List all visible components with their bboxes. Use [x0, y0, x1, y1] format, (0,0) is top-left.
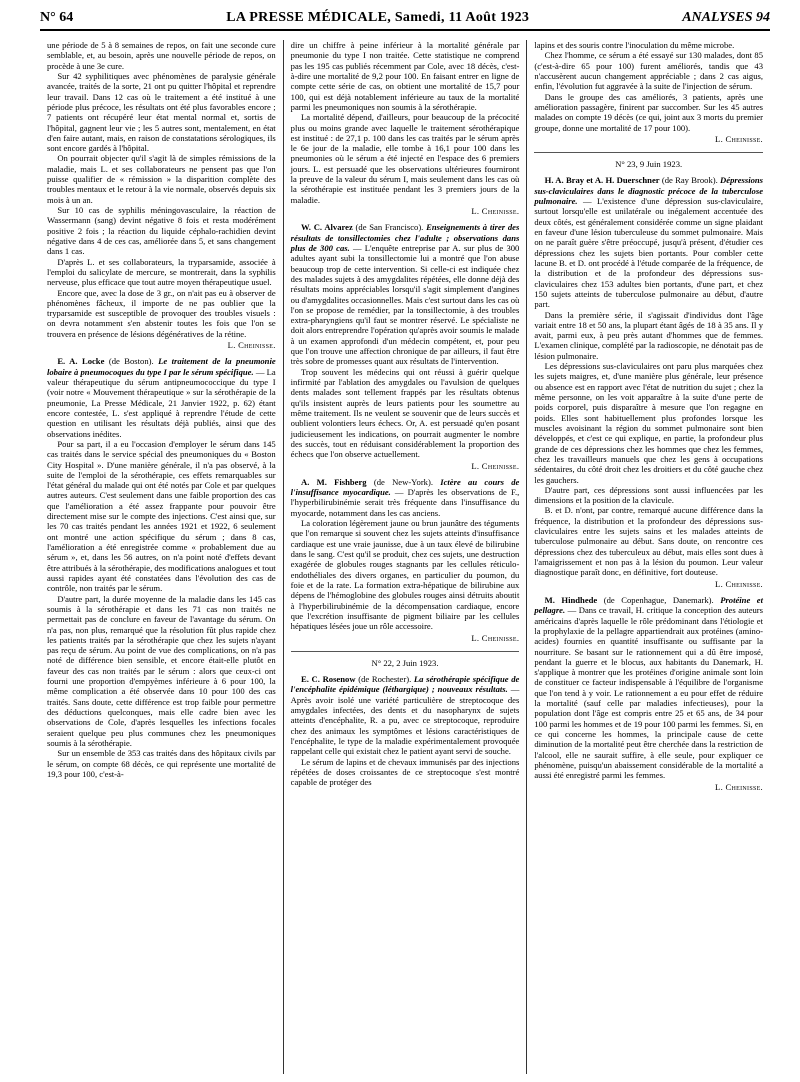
article-bray: [534, 175, 763, 309]
paragraph: La coloration légèrement jaune ou brun jaunâtre des téguments que l'on remarque si souvent chez les sujets atteints d'insuffisance cardiaque est une vraie jaunisse, due à un taux élevé de bilirubine dans le sang. C'est qu'il se produit, chez ces sujets, une destruction exagérée de globules rouges stagnants par les cellules réticulo-endothéliales des divers organes, en particulier du poumon, du foie et de la rate. La formation extra-hépatique de bilirubine aux dépens de l'hémoglobine des globules rouges ainsi détruits aboutit à l'hyperbilirubinémie de la décompensation cardiaque, encore que l'excrétion insuffisante de pigment biliaire par les cellules hépatiques lésées joue un rôle accessoire.: [290, 518, 520, 632]
issue-number: N° 64: [40, 10, 74, 25]
paragraph: B. et D. n'ont, par contre, remarqué aucune différence dans la fréquence, la distribution et la profondeur des dépressions sus-claviculaires entre les sujets sains et les malades atteints de tuberculose pulmonaire au début. Sans doute, on rencontre ces dépressions chez des tuberculeux au début, mais elles sont dues à l'amaigrissement et non pas à la lésion du poumon. Leur valeur diagnostique paraît donc, en définitive, fort douteuse.: [534, 505, 764, 578]
article-alvarez: [291, 222, 520, 366]
article-body: — La valeur thérapeutique du sérum antipneumococcique du type I (voir notre « Mouvement thérapeutique » sur la sérothérapie de la pneumonie, La Presse Médicale, 21 Janvier 1922, p. 62) étant encore contestée, L. s'est appliqué à reprendre l'étude de cette question en utilisant les résultats déjà publiés, ainsi que des observations inédites.: [47, 366, 276, 439]
article-author: H. A. Bray et A. H. Duerschner: [544, 175, 660, 186]
article-locke: [47, 356, 276, 439]
article-body: — L'enquête entreprise par A. sur plus de 300 adultes ayant subi la tonsillectomie lui a montré que l'on abuse beaucoup trop de cette intervention. Si celle-ci est indiquée chez des malades sujets à des amygdalites répétées, elle donne déjà des résultats moins appréciables lorsqu'il s'agit simplement d'angines ou d'amygdalites occasionnelles. Mais c'est surtout dans les cas où l'on se propose de remédier, par la tonsillectomie, à des troubles extra-pharyngiens qu'il faut se montrer réservé. Le spécialiste ne doit alors entreprendre l'opération qu'après avoir soumis le malade à un examen approfondi d'un médecin compétent, et, pour peu que l'on trouve une affection chronique de par ailleurs, il faut être très sobre de promesses quant aux résultats de l'intervention.: [290, 242, 520, 367]
paragraph: Trop souvent les médecins qui ont réussi à guérir quelque infirmité par l'ablation des amygdales ou l'avulsion de quelques dents malades sont tellement frappés par les résultats obtenus qu'ils insistent auprès de leurs patients pour les soumettre au même traitement. Ils ne veulent se souvenir que de leurs succès et oublient volontiers leurs échecs. Or, A. est persuadé qu'en posant judicieusement les indications, on pourrait augmenter le nombre des succès, tout en réduisant considérablement la proportion des échecs que l'on observe actuellement.: [290, 366, 520, 460]
paragraph: Sur 42 syphilitiques avec phénomènes de paralysie générale avancée, traités de la sorte, 21 ont pu quitter l'hôpital et reprendre leur travail. Dans 12 cas où le traitement a été institué à une période plus précoce, les résultats ont été plus favorables encore ; 7 patients ont récupéré leur état mental normal et, sortis de l'hôpital, gagnent leur vie ; les 5 autres sont, mentalement, en état d'en faire autant, mais, en raison de constatations sérologiques, ils sont encore gardés à l'hôpital.: [47, 70, 276, 154]
signature: L. Cheinisse.: [227, 340, 276, 351]
article-place: (de Ray Brook).: [659, 175, 721, 186]
article-body: — D'après les observations de F., l'hyperbilirubinémie serait très fréquente dans l'insuffisance du myocarde, notamment dans les cas anciens.: [290, 487, 520, 518]
article-author: M. Hindhede: [544, 594, 598, 605]
issue-dateline: N° 22, 2 Juin 1923.: [291, 651, 520, 668]
signature: L. Cheinisse.: [471, 206, 520, 216]
signature: L. Cheinisse.: [471, 460, 520, 471]
article-author: E. C. Rosenow: [300, 674, 356, 685]
signature: L. Cheinisse.: [715, 133, 764, 144]
columns: [40, 40, 770, 1074]
paragraph: La mortalité dépend, d'ailleurs, pour beaucoup de la précocité plus ou moins grande avec laquelle le traitement sérothérapique est institué : de 27,1 p. 100 dans les cas traités par le sérum après le 6e jour de la maladie, elle tombe à 16,1 pour 100 dans les pneumonies où le sérum a été injecté en l'espace des 6 premiers jours. L. est persuadé que les observations ultérieures fourniront la preuve de la valeur du sérum I, mais seulement dans les cas où la sérothérapie est instituée pendant les 3 premiers jours de la maladie.: [290, 112, 520, 205]
article-title: Ictère au cours de l'insuffisance myocardique.: [290, 476, 520, 498]
section-title: ANALYSES 94: [682, 10, 770, 25]
page-header: [40, 10, 770, 31]
paragraph: Pour sa part, il a eu l'occasion d'employer le sérum dans 145 cas traités dans le service spécial des pneumoniques du « Boston City Hospital ». D'une manière générale, il n'a pas observé, à la suite de l'emploi de la sérothérapie, ces effets remarquables sur l'état général du malade qui ont été notés par Cole et par quelques autres auteurs. C'est seulement dans une faible proportion des cas que l'amélioration a été assez frappante pour pouvoir être directement mise sur le compte des injections. C'est ainsi que, sur les 70 cas traités pendant les années 1921 et 1922, 6 seulement ont montré une action spécifique du sérum ; dans 8 cas, l'amélioration a été enregistrée comme « probablement due au sérum », et, dans les 56 autres, on n'a point noté d'effets devant être attribués à la sérothérapie, des modifications analogues et tout aussi rapides ayant été constatées dans l'évolution des cas de contrôle, non traités par le sérum.: [47, 438, 276, 594]
journal-title: LA PRESSE MÉDICALE, Samedi, 11 Août 1923: [226, 10, 530, 25]
article-title: Dépressions sus-claviculaires dans le diagnostic précoce de la tuberculose pulmonaire.: [534, 175, 764, 207]
article-fishberg: [291, 477, 520, 518]
signature: L. Cheinisse.: [715, 578, 764, 589]
paragraph: D'après L. et ses collaborateurs, la tryparsamide, associée à l'emploi du salicylate de mercure, se montrerait, dans la syphilis nerveuse, plus efficace que tout autre moyen thérapeutique usuel.: [47, 256, 276, 288]
column-1: [40, 40, 283, 1074]
article-place: (de Rochester).: [355, 674, 414, 685]
paragraph: Sur 10 cas de syphilis méningovasculaire, la réaction de Wassermann (sang) devint négative 8 fois et resta modérément positive 2 fois ; la réaction du liquide céphalo-rachidien devint négative dans 4 de ces cas, améliorée dans 5, et sans changement dans 1 cas.: [47, 205, 276, 257]
article-body: — L'existence d'une dépression sus-claviculaire, surtout lorsqu'elle est unilatérale ou inégalement accentuée des deux côtés, est généralement considérée comme un signe plaidant en faveur d'une lésion tuberculeuse du sommet pulmonaire. Mais on ne paraît guère s'être préoccupé, jusqu'à présent, d'étudier ces dépressions chez les sujets bien portants. Pour combler cette lacune B. et D. ont procédé à l'étude comparée de la fréquence, de la distribution et de la profondeur des dépressions sus-claviculaires chez 153 adultes bien portants, d'une part, et chez 150 sujets atteints de tuberculose pulmonaire au début, d'autre part.: [534, 196, 764, 310]
article-place: (de New-York).: [366, 476, 441, 487]
paragraph: On pourrait objecter qu'il s'agit là de simples rémissions de la maladie, mais L. et ses collaborateurs ne pensent pas que l'on puisse qualifier de « rémission » la disparition complète des troubles mentaux et le retour à la vie normale, observés depuis six mois à un an.: [47, 153, 276, 205]
signature: L. Cheinisse.: [471, 632, 520, 643]
article-rosenow: [291, 674, 520, 757]
article-place: (de Boston).: [104, 356, 159, 367]
paragraph: Chez l'homme, ce sérum a été essayé sur 130 malades, dont 85 (c'est-à-dire 65 pour 100) furent améliorés, tandis que 43 n'accusèrent aucun changement appréciable ; dans 2 cas aigus, enfin, l'évolution fut aggravée à la suite de l'injection de sérum.: [534, 50, 764, 92]
paragraph: Sur un ensemble de 353 cas traités dans des hôpitaux civils par le sérum, on compte 68 décès, ce qui représente une mortalité de 19,3 pour 100, c'est-à-: [47, 748, 276, 779]
issue-dateline: N° 23, 9 Juin 1923.: [534, 152, 763, 169]
article-place: (de Copenhague, Danemark).: [597, 594, 721, 605]
article-author: W. C. Alvarez: [300, 222, 353, 233]
column-3: [526, 40, 770, 1074]
paragraph: D'autre part, la durée moyenne de la maladie dans les 145 cas soumis à la sérothérapie et dans les 71 cas non traités ne permettait pas de conclure en faveur de l'avantage du sérum. On n'a pas, non plus, remarqué que la résolution fût plus rapide chez les patients traités par la sérothérapie que chez les sujets n'ayant pas reçu de sérum. Au point de vue des complications, on n'a pas noté de différence bien sensible, et encore était-elle plutôt en faveur des cas non traités par le sérum : alors que ceux-ci ont fourni une proportion d'empyèmes inférieure à 6 pour 100, la même complication a été observée dans 10 pour 100 des cas traités. Sans doute, cette différence est trop faible pour permettre des déductions quelconques, mais elle cadre bien avec les observations de Cole, d'après lesquelles les infections focales seraient quelque peu plus communes chez les pneumoniques soumis à la sérothérapie.: [47, 593, 276, 748]
article-title: Enseignements à tirer des résultats de tonsillectomies chez l'adulte ; observations dans plus de 300 cas.: [290, 222, 520, 253]
article-body: — Dans ce travail, H. critique la conception des auteurs américains d'après laquelle le rôle prédominant dans l'étiologie et la prophylaxie de la pellagre appartiendrait aux protéines (amino-acides) fournies en quantité insuffisante ou suffisante par la nourriture. Se basant sur le rationnement qui a dû être imposé, pendant la guerre et le blocus, aux habitants du Danemark, H. s'applique à montrer que les protéines d'origine animale sont loin de constituer ce facteur indispensable à l'équilibre de l'organisme que l'on tend à y voir. Le rationnement a eu pour effet de réduire la mortalité (sauf celle par maladies infectieuses), pour la population dont l'âge est compris entre 25 et 65 ans, de 34 pour 100 parmi les hommes et de 19 pour 100 parmi les femmes. Si, en ce qui concerne les hommes, la principale cause de cette diminution de la mortalité peut être cherchée dans la restriction de l'alcool, elle ne saurait suffire, à elle seule, pour expliquer ce phénomène, puisqu'un abaissement considérable de la mortalité a aussi été enregistré parmi les femmes.: [534, 605, 764, 781]
article-title: Protéine et pellagre.: [534, 594, 763, 616]
article-body: — Après avoir isolé une variété particulière de streptocoque des amygdales infectées, des dents et du nasopharynx de sujets atteints d'encéphalite, R. a pu, avec ce streptocoque, reproduire chez des animaux les symptômes et lésions caractéristiques de l'encéphalite, le type de la maladie expérimentalement provoquée rappelant celle qui existait chez le patient ayant servi de souche.: [290, 684, 520, 757]
signature: L. Cheinisse.: [715, 781, 764, 792]
article-hindhede: [534, 595, 763, 781]
article-author: A. M. Fishberg: [300, 476, 367, 487]
article-title: Le traitement de la pneumonie lobaire à pneumocoques du type I par le sérum spécifique.: [47, 356, 276, 377]
paragraph: lapins et des souris contre l'inoculation du même microbe.: [534, 40, 735, 50]
paragraph: D'autre part, ces dépressions sont aussi influencées par les dimensions et la position de la clavicule.: [534, 484, 764, 506]
paragraph: Dans la première série, il s'agissait d'individus dont l'âge variait entre 18 et 50 ans, la plupart étant âgés de 18 à 35 ans. Il y avait, parmi eux, à peu près autant d'hommes que de femmes. L'examen clinique, complété par la radioscopie, ne dénotait pas de lésion pulmonaire.: [534, 309, 764, 361]
column-2: [283, 40, 527, 1074]
article-author: E. A. Locke: [57, 356, 105, 367]
article-title: La sérothérapie spécifique de l'encéphalite épidémique (léthargique) ; nouveaux résultats.: [290, 674, 520, 695]
article-place: (de San Francisco).: [352, 222, 427, 233]
paragraph: Le sérum de lapins et de chevaux immunisés par des injections répétées de doses croissantes de ce streptocoque s'est montré capable de protéger des: [290, 756, 520, 788]
paragraph: une période de 5 à 8 semaines de repos, on fait une seconde cure semblable, et, au besoin, après une nouvelle période de repos, on procède à une 3e cure.: [47, 40, 276, 71]
paragraph: dire un chiffre à peine inférieur à la mortalité générale par pneumonie du type I non traitée. Cette statistique ne comprend pas les 195 cas publiés récemment par Cole, avec 18 décès, c'est-à-dire une mortalité de 9,2 pour 100. En faisant entrer en ligne de compte cette série de cas, on obtient une mortalité de 15,7 pour 100, qui est déjà notablement inférieure au taux de la mortalité parmi les pneumoniques non soumis à la sérothérapie.: [290, 40, 520, 112]
paragraph: Dans le groupe des cas améliorés, 3 patients, après une amélioration passagère, finirent par succomber. Sur les 45 autres malades on compte 19 décès (ce qui, joint aux 3 morts du premier groupe, donne une mortalité de 17 pour 100).: [534, 91, 764, 133]
paragraph: Les dépressions sus-claviculaires ont paru plus marquées chez les sujets maigres, et, d'une manière plus générale, leur présence ou absence est en rapport avec l'état de nutrition du sujet ; chez la même personne, on les voit apparaître à la suite d'une perte de poids corporel, puis disparaître à mesure que l'on regagne en poids. Elles sont habituellement plus profondes lorsque les muscles avoisinant la région du sommet pulmonaire sont bien développés, et c'est ce qui explique, en partie, la profondeur plus grande de ces dépressions chez les hommes que chez les femmes, chez les travailleurs manuels que chez les gens à occupations sédentaires, du côté droit chez les droitiers et du côté gauche chez les gauchers.: [534, 361, 764, 485]
paragraph: Encore que, avec la dose de 3 gr., on n'ait pas eu à observer de phénomènes fâcheux, il importe de ne pas oublier que la tryparsamide est susceptible de provoquer des troubles visuels : on devra notamment s'en abstenir toutes les fois que l'on se trouvera en présence de lésions dégénératives de la rétine.: [47, 287, 276, 339]
